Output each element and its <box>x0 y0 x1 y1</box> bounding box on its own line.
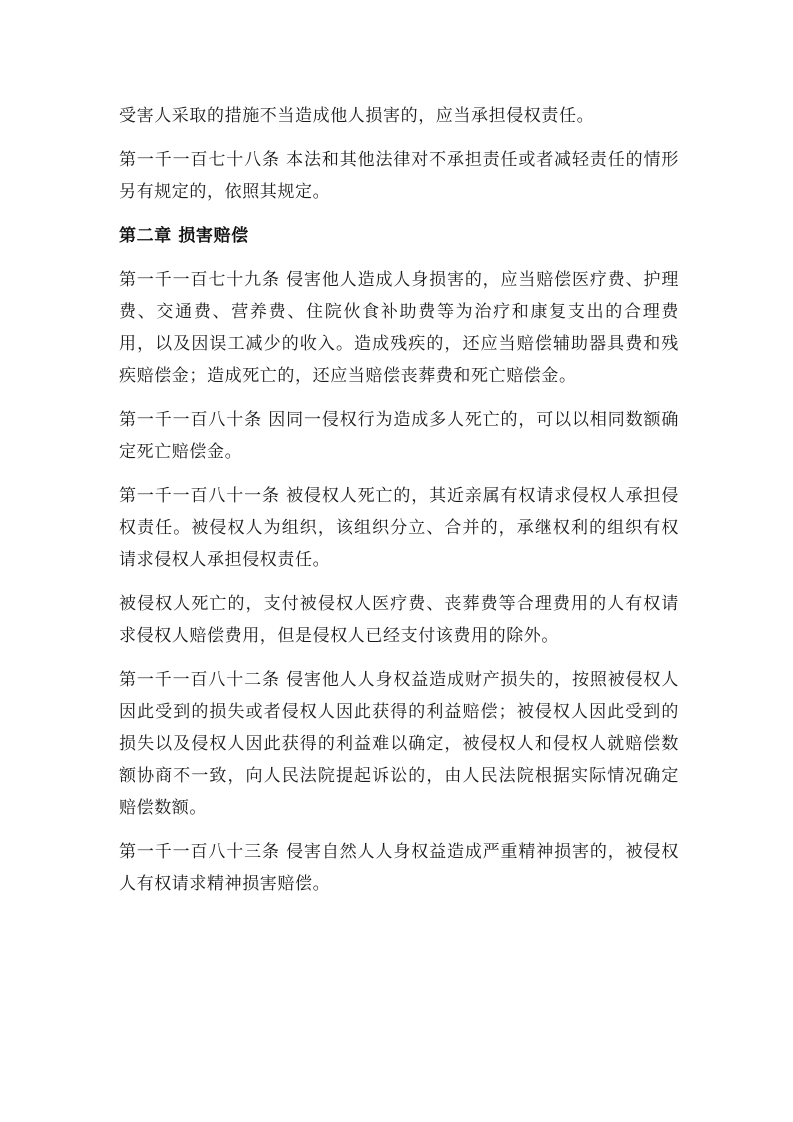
article-1181-paragraph-2: 被侵权人死亡的，支付被侵权人医疗费、丧葬费等合理费用的人有权请求侵权人赔偿费用，但是侵权人已经支付该费用的除外。 <box>119 594 679 646</box>
article-1179: 第一千一百七十九条 侵害他人造成人身损害的，应当赔偿医疗费、护理费、交通费、营养费、住院伙食补助费等为治疗和康复支出的合理费用，以及因误工减少的收入。造成残疾的，还应当赔偿辅助器具费和残疾赔偿金；造成死亡的，还应当赔偿丧葬费和死亡赔偿金。 <box>119 270 679 386</box>
chapter-heading: 第二章 损害赔偿 <box>119 226 249 246</box>
article-1182: 第一千一百八十二条 侵害他人人身权益造成财产损失的，按照被侵权人因此受到的损失或者侵权人因此获得的利益赔偿；被侵权人因此受到的损失以及侵权人因此获得的利益难以确定，被侵权人和侵权人就赔偿数额协商不一致，向人民法院提起诉讼的，由人民法院根据实际情况确定赔偿数额。 <box>119 670 679 818</box>
paragraph: 受害人采取的措施不当造成他人损害的，应当承担侵权责任。 <box>119 106 595 126</box>
article-1178: 第一千一百七十八条 本法和其他法律对不承担责任或者减轻责任的情形另有规定的，依照其规定。 <box>119 150 679 202</box>
article-1180: 第一千一百八十条 因同一侵权行为造成多人死亡的，可以以相同数额确定死亡赔偿金。 <box>119 410 679 462</box>
document-body <box>119 100 679 912</box>
article-1183: 第一千一百八十三条 侵害自然人人身权益造成严重精神损害的，被侵权人有权请求精神损害赔偿。 <box>119 842 679 894</box>
article-1181: 第一千一百八十一条 被侵权人死亡的，其近亲属有权请求侵权人承担侵权责任。被侵权人为组织，该组织分立、合并的，承继权利的组织有权请求侵权人承担侵权责任。 <box>119 486 679 570</box>
